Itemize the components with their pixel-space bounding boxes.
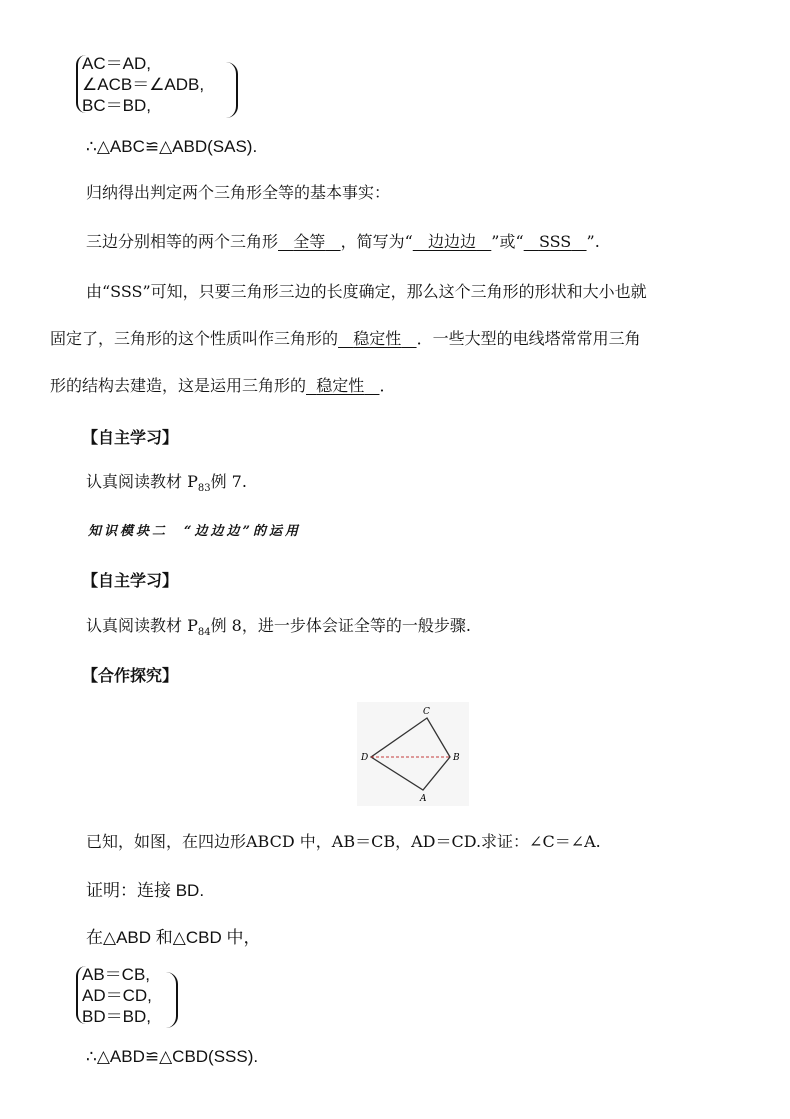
label-a: A — [420, 794, 427, 804]
blank-stability-1: 稳定性 — [353, 329, 402, 348]
blank-sss: SSS — [538, 232, 572, 251]
blank-stability-2: 稳定性 — [316, 376, 365, 395]
right-paren-2 — [166, 972, 178, 1028]
self-study-text-2: 认真阅读教材 $P_{84}$例 8，进一步体会证全等的一般步骤. — [86, 616, 471, 639]
self-study-text-1: 认真阅读教材 $P_{83}$例 7. — [86, 472, 247, 495]
module-2-title: 知识模块二 “边边边”的运用 — [88, 524, 301, 539]
in-triangles: 在△ABD 和△CBD 中， — [86, 928, 261, 947]
conclusion-2: ∴△ABD≌△CBD(SSS). — [86, 1047, 259, 1066]
stability-line-1: 由“SSS”可知，只要三角形三边的长度确定，那么这个三角形的形状和大小也就 — [86, 282, 647, 301]
sss-rule-mid1: ，简写为“ — [340, 232, 413, 251]
self-study-heading-1: 【自主学习】 — [82, 428, 179, 447]
label-b: B — [453, 753, 460, 763]
blank-congruent: 全等 — [293, 232, 326, 251]
label-d: D — [361, 753, 369, 763]
stability-line-2: 固定了，三角形的这个性质叫作三角形的 稳定性 ．一些大型的电线塔常常用三角 — [50, 329, 641, 348]
sss-rule-suffix: ”. — [586, 232, 600, 251]
self-study-heading-2: 【自主学习】 — [82, 571, 179, 590]
system-1-line-1: AC＝AD, — [82, 54, 151, 73]
cooperation-heading: 【合作探究】 — [82, 666, 179, 685]
proof-start: 证明：连接 BD. — [86, 881, 205, 900]
system-2-line-2: AD＝CD, — [82, 986, 152, 1005]
conclusion-1: ∴△ABC≌△ABD(SAS). — [86, 137, 258, 156]
sss-rule-line — [86, 232, 600, 252]
system-1-line-3: BC＝BD, — [82, 96, 151, 115]
system-2-line-1: AB＝CB, — [82, 965, 151, 984]
problem-statement: 已知，如图，在四边形ABCD 中，AB＝CB，AD＝CD.求证：∠C＝∠A. — [86, 832, 601, 851]
sss-rule-prefix: 三边分别相等的两个三角形 — [86, 232, 279, 251]
stability-line-3: 形的结构去建造，这是运用三角形的 稳定性 ． — [50, 376, 396, 395]
right-paren-1 — [226, 62, 238, 118]
blank-sss-chinese: 边边边 — [428, 232, 477, 251]
sss-rule-mid2: ”或“ — [491, 232, 524, 251]
summary-text: 归纳得出判定两个三角形全等的基本事实： — [86, 183, 391, 202]
quadrilateral-figure — [357, 702, 469, 806]
system-1-line-2: ∠ACB＝∠ADB, — [82, 75, 205, 94]
label-c: C — [423, 707, 430, 717]
system-2-line-3: BD＝BD, — [82, 1007, 151, 1026]
